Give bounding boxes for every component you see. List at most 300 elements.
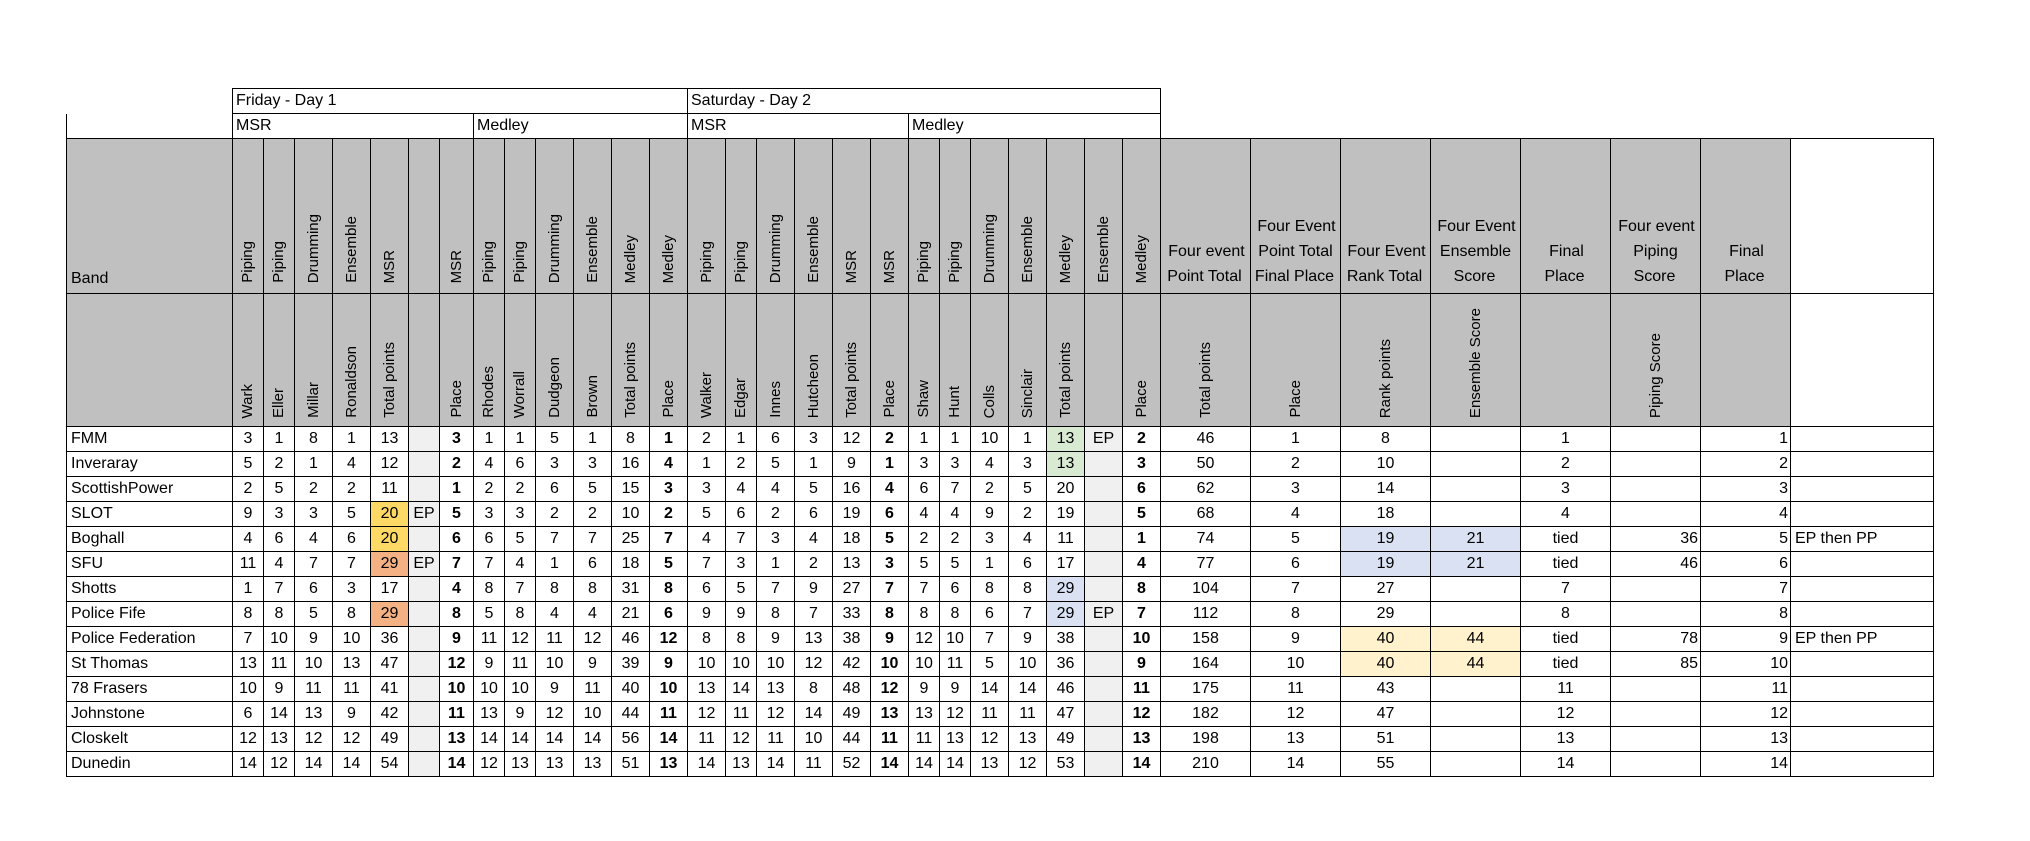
score-cell: 9	[1123, 652, 1161, 677]
category-header	[371, 139, 409, 294]
score-cell: 6	[505, 452, 536, 477]
score-cell: 3	[795, 427, 833, 452]
table-row	[67, 527, 1934, 552]
score-cell: 12	[474, 752, 505, 777]
summary-cell: 10	[1341, 452, 1431, 477]
band-header: Band	[67, 139, 233, 294]
summary-header	[1431, 139, 1521, 294]
score-cell: 29	[371, 602, 409, 627]
score-cell: 3	[295, 502, 333, 527]
category-header	[295, 139, 333, 294]
summary-cell: 43	[1341, 677, 1431, 702]
score-cell: 5	[940, 552, 971, 577]
score-cell	[1085, 552, 1123, 577]
score-cell: 39	[612, 652, 650, 677]
score-cell: 14	[333, 752, 371, 777]
day2-medley-header: Medley	[909, 114, 1161, 139]
score-cell: 8	[505, 602, 536, 627]
score-cell: 10	[971, 427, 1009, 452]
score-cell: 4	[574, 602, 612, 627]
summary-header-text: Final Place	[1724, 243, 1765, 285]
score-cell: 4	[726, 477, 757, 502]
summary-cell: 18	[1341, 502, 1431, 527]
score-cell: 9	[650, 652, 688, 677]
score-cell	[409, 702, 440, 727]
score-cell: 6	[871, 502, 909, 527]
category-header	[536, 139, 574, 294]
judge-header-text: Ronaldson	[342, 346, 360, 418]
judge-header-text: Colls	[980, 384, 998, 418]
score-cell: 3	[440, 427, 474, 452]
summary-cell	[1431, 477, 1521, 502]
summary-cell: 104	[1161, 577, 1251, 602]
band-name: SFU	[67, 552, 233, 577]
score-cell: 2	[971, 477, 1009, 502]
score-cell: 14	[574, 727, 612, 752]
judge-header	[295, 294, 333, 427]
category-header	[233, 139, 264, 294]
score-cell: 1	[505, 427, 536, 452]
score-cell: 9	[1009, 627, 1047, 652]
category-header	[688, 139, 726, 294]
score-cell: 4	[536, 602, 574, 627]
score-cell	[409, 452, 440, 477]
score-cell: 11	[474, 627, 505, 652]
score-cell	[1085, 527, 1123, 552]
score-cell: 48	[833, 677, 871, 702]
score-cell: 11	[1123, 677, 1161, 702]
day1-header: Friday - Day 1	[233, 89, 688, 114]
category-header-text: Piping	[239, 241, 256, 283]
score-cell: 2	[1123, 427, 1161, 452]
summary-subheader	[1791, 294, 1934, 427]
judge-header-text: Dudgeon	[545, 357, 563, 418]
score-cell: 10	[688, 652, 726, 677]
judge-header	[726, 294, 757, 427]
score-cell: 7	[233, 627, 264, 652]
score-cell: 12	[333, 727, 371, 752]
score-cell: 8	[795, 677, 833, 702]
judge-header	[409, 294, 440, 427]
score-cell: 13	[971, 752, 1009, 777]
score-cell: 3	[1009, 452, 1047, 477]
score-cell: 13	[505, 752, 536, 777]
score-cell: 4	[1123, 552, 1161, 577]
score-cell: 12	[971, 727, 1009, 752]
score-cell: 4	[971, 452, 1009, 477]
score-cell: 5	[909, 552, 940, 577]
score-cell: 12	[264, 752, 295, 777]
summary-cell	[1431, 577, 1521, 602]
judge-header	[440, 294, 474, 427]
table-row	[67, 702, 1934, 727]
summary-subheader	[1431, 294, 1521, 427]
judge-header	[1047, 294, 1085, 427]
score-cell: 13	[1047, 427, 1085, 452]
score-cell: 1	[440, 477, 474, 502]
band-name: Johnstone	[67, 702, 233, 727]
score-cell: EP	[1085, 602, 1123, 627]
score-cell: 6	[688, 577, 726, 602]
score-cell: 10	[1123, 627, 1161, 652]
category-header	[474, 139, 505, 294]
score-cell: 1	[1009, 427, 1047, 452]
score-cell: 1	[871, 452, 909, 477]
score-cell: 9	[940, 677, 971, 702]
score-cell: 14	[1123, 752, 1161, 777]
judge-header	[909, 294, 940, 427]
band-name: Police Federation	[67, 627, 233, 652]
score-cell: EP	[1085, 427, 1123, 452]
table-row	[67, 627, 1934, 652]
score-cell	[1085, 627, 1123, 652]
score-cell: 2	[757, 502, 795, 527]
summary-cell	[1431, 727, 1521, 752]
score-cell: 2	[726, 452, 757, 477]
score-cell: 27	[833, 577, 871, 602]
category-header	[440, 139, 474, 294]
category-header-text: Piping	[511, 241, 528, 283]
summary-cell: 29	[1341, 602, 1431, 627]
score-cell: 9	[295, 627, 333, 652]
category-header-text: Piping	[732, 241, 749, 283]
score-cell: 2	[940, 527, 971, 552]
score-cell: 2	[295, 477, 333, 502]
score-cell: 4	[1009, 527, 1047, 552]
score-cell	[409, 652, 440, 677]
judge-header-text: Place	[447, 380, 465, 418]
score-cell: 14	[505, 727, 536, 752]
score-cell: 15	[612, 477, 650, 502]
score-cell: 5	[574, 477, 612, 502]
score-cell: 11	[971, 702, 1009, 727]
score-cell: 8	[440, 602, 474, 627]
table-row	[67, 502, 1934, 527]
score-cell: 1	[574, 427, 612, 452]
score-cell: 9	[264, 677, 295, 702]
summary-header-text: Four event Piping Score	[1618, 218, 1695, 285]
judge-header-text: Innes	[766, 381, 784, 418]
score-cell: 18	[612, 552, 650, 577]
score-cell	[409, 677, 440, 702]
judge-header-text: Millar	[304, 382, 322, 418]
summary-header	[1701, 139, 1791, 294]
judge-header	[1123, 294, 1161, 427]
score-cell: 10	[505, 677, 536, 702]
score-cell: 13	[264, 727, 295, 752]
category-header-text: Drumming	[766, 213, 784, 283]
judge-header	[333, 294, 371, 427]
table-row	[67, 552, 1934, 577]
score-cell: 5	[233, 452, 264, 477]
score-cell: 8	[333, 602, 371, 627]
score-cell: 10	[474, 677, 505, 702]
score-cell: 4	[909, 502, 940, 527]
score-cell: 13	[440, 727, 474, 752]
score-cell: 7	[795, 602, 833, 627]
score-cell: 13	[909, 702, 940, 727]
summary-cell	[1791, 727, 1934, 752]
score-cell: 9	[474, 652, 505, 677]
score-cell: 29	[371, 552, 409, 577]
score-cell: 3	[536, 452, 574, 477]
summary-cell: 11	[1701, 677, 1791, 702]
score-cell: 1	[795, 452, 833, 477]
score-cell: 5	[688, 502, 726, 527]
score-cell	[409, 477, 440, 502]
score-cell: 4	[233, 527, 264, 552]
score-cell	[1085, 652, 1123, 677]
score-cell: 12	[371, 452, 409, 477]
score-cell: 3	[871, 552, 909, 577]
summary-cell: 46	[1161, 427, 1251, 452]
judge-header-text: Place	[659, 380, 677, 418]
summary-cell: 46	[1611, 552, 1701, 577]
score-cell: 38	[833, 627, 871, 652]
score-cell: 11	[688, 727, 726, 752]
score-cell: 10	[726, 652, 757, 677]
summary-cell: 198	[1161, 727, 1251, 752]
summary-cell	[1431, 702, 1521, 727]
score-cell: 7	[971, 627, 1009, 652]
score-cell: 13	[650, 752, 688, 777]
summary-cell: 12	[1251, 702, 1341, 727]
score-cell: 46	[612, 627, 650, 652]
score-cell: 12	[574, 627, 612, 652]
summary-cell	[1791, 427, 1934, 452]
score-cell: 2	[505, 477, 536, 502]
score-cell: 7	[536, 527, 574, 552]
summary-cell: 68	[1161, 502, 1251, 527]
score-cell: 9	[971, 502, 1009, 527]
score-cell: 9	[233, 502, 264, 527]
score-cell: 8	[295, 427, 333, 452]
score-cell: 6	[909, 477, 940, 502]
summary-cell: 12	[1521, 702, 1611, 727]
score-cell: 11	[757, 727, 795, 752]
score-cell: 7	[295, 552, 333, 577]
category-header	[1085, 139, 1123, 294]
summary-cell: 4	[1521, 502, 1611, 527]
summary-cell: 10	[1701, 652, 1791, 677]
score-cell: 14	[536, 727, 574, 752]
category-header-text: MSR	[880, 249, 898, 283]
score-cell: 33	[833, 602, 871, 627]
table-row	[67, 452, 1934, 477]
score-cell: 13	[536, 752, 574, 777]
score-cell: 13	[726, 752, 757, 777]
summary-cell: 7	[1521, 577, 1611, 602]
summary-cell: 62	[1161, 477, 1251, 502]
score-cell: 5	[650, 552, 688, 577]
score-cell: 6	[650, 602, 688, 627]
score-cell: 47	[1047, 702, 1085, 727]
category-header-text: Drumming	[980, 213, 998, 283]
score-cell: 10	[233, 677, 264, 702]
summary-cell: 7	[1251, 577, 1341, 602]
summary-cell: 8	[1521, 602, 1611, 627]
score-cell: 14	[440, 752, 474, 777]
summary-subheader-text: Piping Score	[1646, 332, 1664, 418]
score-cell: 3	[971, 527, 1009, 552]
summary-cell: tied	[1521, 552, 1611, 577]
summary-subheader	[1701, 294, 1791, 427]
score-cell: 9	[333, 702, 371, 727]
score-cell	[1085, 477, 1123, 502]
score-cell: 6	[795, 502, 833, 527]
score-cell: 9	[871, 627, 909, 652]
category-header-text: Piping	[697, 241, 715, 283]
table-row	[67, 652, 1934, 677]
score-cell: 4	[474, 452, 505, 477]
score-cell: 3	[233, 427, 264, 452]
score-cell: 6	[440, 527, 474, 552]
summary-cell: 1	[1701, 427, 1791, 452]
category-header	[726, 139, 757, 294]
score-cell: 5	[726, 577, 757, 602]
category-header-text: Drumming	[545, 213, 563, 283]
score-cell: 6	[264, 527, 295, 552]
score-cell: 53	[1047, 752, 1085, 777]
summary-cell: 6	[1701, 552, 1791, 577]
summary-subheader	[1341, 294, 1431, 427]
score-cell: 36	[1047, 652, 1085, 677]
blank-cell	[67, 114, 233, 139]
score-cell	[409, 727, 440, 752]
summary-cell: 19	[1341, 552, 1431, 577]
category-header-text: MSR	[447, 249, 465, 283]
score-cell: 5	[264, 477, 295, 502]
score-cell: 8	[574, 577, 612, 602]
score-cell: 2	[440, 452, 474, 477]
score-cell: 10	[795, 727, 833, 752]
summary-subheader	[1611, 294, 1701, 427]
summary-cell	[1611, 502, 1701, 527]
score-cell: 13	[833, 552, 871, 577]
score-cell: 9	[795, 577, 833, 602]
score-cell: 20	[371, 502, 409, 527]
score-cell: 2	[650, 502, 688, 527]
score-cell: 9	[757, 627, 795, 652]
category-header	[1047, 139, 1085, 294]
day1-msr-header: MSR	[233, 114, 474, 139]
score-cell: 17	[1047, 552, 1085, 577]
score-cell: 3	[505, 502, 536, 527]
score-cell: 3	[650, 477, 688, 502]
score-cell: 49	[833, 702, 871, 727]
judge-header-text: Edgar	[732, 377, 749, 418]
band-name: 78 Frasers	[67, 677, 233, 702]
score-cell: 2	[233, 477, 264, 502]
score-cell: 1	[233, 577, 264, 602]
score-cell: 5	[757, 452, 795, 477]
category-header-text: Medley	[621, 234, 639, 283]
summary-header	[1341, 139, 1431, 294]
summary-cell: 112	[1161, 602, 1251, 627]
score-cell: 8	[1123, 577, 1161, 602]
score-cell: 52	[833, 752, 871, 777]
score-cell: 7	[1123, 602, 1161, 627]
summary-cell: 13	[1701, 727, 1791, 752]
score-cell: 42	[371, 702, 409, 727]
band-name: FMM	[67, 427, 233, 452]
summary-header	[1611, 139, 1701, 294]
category-header-text: Piping	[915, 241, 932, 283]
score-cell: 7	[1009, 602, 1047, 627]
judge-header	[505, 294, 536, 427]
score-cell: 11	[726, 702, 757, 727]
summary-cell	[1791, 602, 1934, 627]
score-cell: 10	[757, 652, 795, 677]
category-header-text: Medley	[1056, 234, 1074, 283]
score-cell: 6	[536, 477, 574, 502]
summary-cell: 6	[1251, 552, 1341, 577]
band-name: Inveraray	[67, 452, 233, 477]
summary-cell	[1611, 477, 1701, 502]
summary-subheader-text: Total points	[1196, 342, 1214, 418]
summary-cell: 12	[1701, 702, 1791, 727]
score-cell: 3	[757, 527, 795, 552]
summary-cell: 14	[1341, 477, 1431, 502]
header-row-days	[67, 89, 1934, 114]
table-row	[67, 477, 1934, 502]
score-cell: 4	[940, 502, 971, 527]
category-header-text: MSR	[380, 249, 398, 283]
summary-cell: 27	[1341, 577, 1431, 602]
score-cell: 7	[505, 577, 536, 602]
score-cell: 14	[650, 727, 688, 752]
judge-header	[1085, 294, 1123, 427]
score-cell	[1085, 452, 1123, 477]
band-name: SLOT	[67, 502, 233, 527]
summary-cell: 36	[1611, 527, 1701, 552]
summary-cell	[1791, 552, 1934, 577]
score-cell: 7	[871, 577, 909, 602]
score-cell: 5	[295, 602, 333, 627]
band-name: Police Fife	[67, 602, 233, 627]
category-header	[757, 139, 795, 294]
summary-subheader-text: Ensemble Score	[1466, 307, 1484, 418]
score-cell	[1085, 752, 1123, 777]
score-cell: 13	[757, 677, 795, 702]
score-cell: 5	[971, 652, 1009, 677]
score-cell: 10	[871, 652, 909, 677]
summary-cell: 11	[1251, 677, 1341, 702]
judge-header-text: Place	[880, 380, 898, 418]
score-cell: 9	[688, 602, 726, 627]
score-cell: 2	[574, 502, 612, 527]
score-cell: EP	[409, 552, 440, 577]
summary-cell	[1611, 677, 1701, 702]
category-header	[612, 139, 650, 294]
score-cell: 10	[536, 652, 574, 677]
score-cell: 1	[757, 552, 795, 577]
score-cell: 1	[474, 427, 505, 452]
summary-cell	[1431, 427, 1521, 452]
score-cell: 11	[871, 727, 909, 752]
score-cell: 12	[1009, 752, 1047, 777]
score-cell: 10	[612, 502, 650, 527]
score-cell: 13	[940, 727, 971, 752]
score-cell: 1	[909, 427, 940, 452]
score-cell: 14	[1009, 677, 1047, 702]
score-cell	[1085, 577, 1123, 602]
summary-cell: 5	[1701, 527, 1791, 552]
score-cell: 14	[795, 702, 833, 727]
score-cell: 6	[333, 527, 371, 552]
score-cell: 4	[688, 527, 726, 552]
score-cell: 47	[371, 652, 409, 677]
